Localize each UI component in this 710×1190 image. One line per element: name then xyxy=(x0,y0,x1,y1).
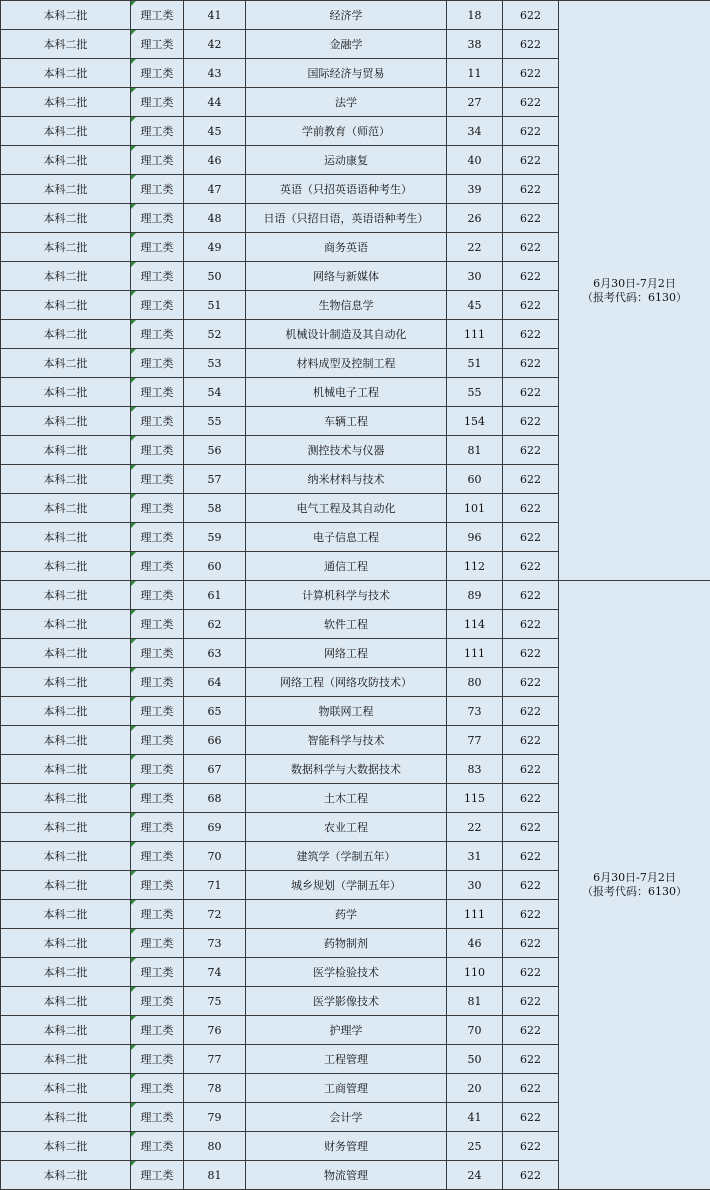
score-cell: 622 xyxy=(503,1132,559,1161)
score-cell: 622 xyxy=(503,407,559,436)
score-cell: 622 xyxy=(503,552,559,581)
major-cell: 软件工程 xyxy=(246,610,447,639)
score-cell: 622 xyxy=(503,871,559,900)
table-row xyxy=(1,581,710,610)
batch-cell: 本科二批 xyxy=(1,378,131,407)
code-cell: 66 xyxy=(184,726,246,755)
category-cell: 理工类 xyxy=(131,88,184,117)
quota-cell: 38 xyxy=(447,30,503,59)
batch-cell: 本科二批 xyxy=(1,117,131,146)
category-cell: 理工类 xyxy=(131,987,184,1016)
category-cell: 理工类 xyxy=(131,726,184,755)
major-cell: 纳米材料与技术 xyxy=(246,465,447,494)
category-cell: 理工类 xyxy=(131,1,184,30)
major-cell: 数据科学与大数据技术 xyxy=(246,755,447,784)
major-cell: 机械设计制造及其自动化 xyxy=(246,320,447,349)
score-cell: 622 xyxy=(503,465,559,494)
batch-cell: 本科二批 xyxy=(1,436,131,465)
score-cell: 622 xyxy=(503,1045,559,1074)
category-cell: 理工类 xyxy=(131,465,184,494)
quota-cell: 27 xyxy=(447,88,503,117)
score-cell: 622 xyxy=(503,958,559,987)
quota-cell: 81 xyxy=(447,436,503,465)
quota-cell: 115 xyxy=(447,784,503,813)
batch-cell: 本科二批 xyxy=(1,262,131,291)
category-cell: 理工类 xyxy=(131,668,184,697)
score-cell: 622 xyxy=(503,581,559,610)
batch-cell: 本科二批 xyxy=(1,1045,131,1074)
batch-cell: 本科二批 xyxy=(1,668,131,697)
major-cell: 土木工程 xyxy=(246,784,447,813)
code-cell: 47 xyxy=(184,175,246,204)
major-cell: 生物信息学 xyxy=(246,291,447,320)
category-cell: 理工类 xyxy=(131,320,184,349)
category-cell: 理工类 xyxy=(131,523,184,552)
score-cell: 622 xyxy=(503,117,559,146)
quota-cell: 96 xyxy=(447,523,503,552)
major-cell: 网络工程（网络攻防技术） xyxy=(246,668,447,697)
code-cell: 80 xyxy=(184,1132,246,1161)
table-row xyxy=(1,1,710,30)
category-cell: 理工类 xyxy=(131,436,184,465)
quota-cell: 80 xyxy=(447,668,503,697)
category-cell: 理工类 xyxy=(131,813,184,842)
code-cell: 68 xyxy=(184,784,246,813)
category-cell: 理工类 xyxy=(131,1132,184,1161)
batch-cell: 本科二批 xyxy=(1,30,131,59)
quota-cell: 26 xyxy=(447,204,503,233)
major-cell: 农业工程 xyxy=(246,813,447,842)
batch-cell: 本科二批 xyxy=(1,291,131,320)
batch-cell: 本科二批 xyxy=(1,871,131,900)
major-cell: 法学 xyxy=(246,88,447,117)
code-cell: 56 xyxy=(184,436,246,465)
batch-cell: 本科二批 xyxy=(1,1016,131,1045)
batch-cell: 本科二批 xyxy=(1,610,131,639)
quota-cell: 110 xyxy=(447,958,503,987)
quota-cell: 25 xyxy=(447,1132,503,1161)
code-cell: 42 xyxy=(184,30,246,59)
major-cell: 网络与新媒体 xyxy=(246,262,447,291)
batch-cell: 本科二批 xyxy=(1,987,131,1016)
code-cell: 72 xyxy=(184,900,246,929)
score-cell: 622 xyxy=(503,1161,559,1190)
batch-cell: 本科二批 xyxy=(1,465,131,494)
batch-cell: 本科二批 xyxy=(1,1161,131,1190)
batch-cell: 本科二批 xyxy=(1,204,131,233)
category-cell: 理工类 xyxy=(131,117,184,146)
quota-cell: 114 xyxy=(447,610,503,639)
score-cell: 622 xyxy=(503,59,559,88)
category-cell: 理工类 xyxy=(131,494,184,523)
batch-cell: 本科二批 xyxy=(1,407,131,436)
batch-cell: 本科二批 xyxy=(1,639,131,668)
score-cell: 622 xyxy=(503,668,559,697)
code-cell: 48 xyxy=(184,204,246,233)
quota-cell: 24 xyxy=(447,1161,503,1190)
code-cell: 55 xyxy=(184,407,246,436)
quota-cell: 20 xyxy=(447,1074,503,1103)
major-cell: 通信工程 xyxy=(246,552,447,581)
score-cell: 622 xyxy=(503,175,559,204)
quota-cell: 55 xyxy=(447,378,503,407)
major-cell: 学前教育（师范） xyxy=(246,117,447,146)
quota-cell: 83 xyxy=(447,755,503,784)
batch-cell: 本科二批 xyxy=(1,958,131,987)
score-cell: 622 xyxy=(503,436,559,465)
score-cell: 622 xyxy=(503,523,559,552)
code-cell: 73 xyxy=(184,929,246,958)
code-cell: 52 xyxy=(184,320,246,349)
major-cell: 医学检验技术 xyxy=(246,958,447,987)
quota-cell: 81 xyxy=(447,987,503,1016)
code-cell: 59 xyxy=(184,523,246,552)
code-cell: 79 xyxy=(184,1103,246,1132)
major-cell: 网络工程 xyxy=(246,639,447,668)
major-cell: 商务英语 xyxy=(246,233,447,262)
category-cell: 理工类 xyxy=(131,1045,184,1074)
batch-cell: 本科二批 xyxy=(1,842,131,871)
score-cell: 622 xyxy=(503,610,559,639)
major-cell: 工商管理 xyxy=(246,1074,447,1103)
batch-cell: 本科二批 xyxy=(1,349,131,378)
score-cell: 622 xyxy=(503,755,559,784)
category-cell: 理工类 xyxy=(131,697,184,726)
category-cell: 理工类 xyxy=(131,146,184,175)
code-cell: 71 xyxy=(184,871,246,900)
major-cell: 电气工程及其自动化 xyxy=(246,494,447,523)
batch-cell: 本科二批 xyxy=(1,784,131,813)
score-cell: 622 xyxy=(503,146,559,175)
category-cell: 理工类 xyxy=(131,900,184,929)
batch-cell: 本科二批 xyxy=(1,175,131,204)
quota-cell: 45 xyxy=(447,291,503,320)
score-cell: 622 xyxy=(503,88,559,117)
score-cell: 622 xyxy=(503,204,559,233)
registration-date: 6月30日-7月2日 xyxy=(593,276,676,290)
category-cell: 理工类 xyxy=(131,291,184,320)
code-cell: 67 xyxy=(184,755,246,784)
category-cell: 理工类 xyxy=(131,1161,184,1190)
score-cell: 622 xyxy=(503,262,559,291)
code-cell: 50 xyxy=(184,262,246,291)
batch-cell: 本科二批 xyxy=(1,1,131,30)
quota-cell: 77 xyxy=(447,726,503,755)
registration-code: （报考代码：6130） xyxy=(582,290,687,304)
code-cell: 81 xyxy=(184,1161,246,1190)
major-cell: 工程管理 xyxy=(246,1045,447,1074)
score-cell: 622 xyxy=(503,378,559,407)
code-cell: 41 xyxy=(184,1,246,30)
code-cell: 54 xyxy=(184,378,246,407)
batch-cell: 本科二批 xyxy=(1,581,131,610)
category-cell: 理工类 xyxy=(131,378,184,407)
code-cell: 61 xyxy=(184,581,246,610)
batch-cell: 本科二批 xyxy=(1,1132,131,1161)
batch-cell: 本科二批 xyxy=(1,233,131,262)
code-cell: 69 xyxy=(184,813,246,842)
code-cell: 60 xyxy=(184,552,246,581)
code-cell: 58 xyxy=(184,494,246,523)
major-cell: 经济学 xyxy=(246,1,447,30)
major-cell: 护理学 xyxy=(246,1016,447,1045)
category-cell: 理工类 xyxy=(131,407,184,436)
batch-cell: 本科二批 xyxy=(1,929,131,958)
registration-code: （报考代码：6130） xyxy=(582,885,687,898)
major-cell: 药物制剂 xyxy=(246,929,447,958)
major-cell: 机械电子工程 xyxy=(246,378,447,407)
quota-cell: 31 xyxy=(447,842,503,871)
category-cell: 理工类 xyxy=(131,929,184,958)
batch-cell: 本科二批 xyxy=(1,726,131,755)
category-cell: 理工类 xyxy=(131,755,184,784)
code-cell: 62 xyxy=(184,610,246,639)
quota-cell: 60 xyxy=(447,465,503,494)
major-cell: 测控技术与仪器 xyxy=(246,436,447,465)
code-cell: 74 xyxy=(184,958,246,987)
category-cell: 理工类 xyxy=(131,349,184,378)
code-cell: 57 xyxy=(184,465,246,494)
score-cell: 622 xyxy=(503,1074,559,1103)
code-cell: 46 xyxy=(184,146,246,175)
quota-cell: 46 xyxy=(447,929,503,958)
code-cell: 43 xyxy=(184,59,246,88)
score-cell: 622 xyxy=(503,1103,559,1132)
code-cell: 63 xyxy=(184,639,246,668)
major-cell: 计算机科学与技术 xyxy=(246,581,447,610)
batch-cell: 本科二批 xyxy=(1,552,131,581)
code-cell: 53 xyxy=(184,349,246,378)
category-cell: 理工类 xyxy=(131,610,184,639)
category-cell: 理工类 xyxy=(131,30,184,59)
category-cell: 理工类 xyxy=(131,262,184,291)
major-cell: 物流管理 xyxy=(246,1161,447,1190)
score-cell: 622 xyxy=(503,900,559,929)
code-cell: 75 xyxy=(184,987,246,1016)
category-cell: 理工类 xyxy=(131,59,184,88)
quota-cell: 73 xyxy=(447,697,503,726)
score-cell: 622 xyxy=(503,784,559,813)
score-cell: 622 xyxy=(503,813,559,842)
quota-cell: 39 xyxy=(447,175,503,204)
quota-cell: 89 xyxy=(447,581,503,610)
code-cell: 49 xyxy=(184,233,246,262)
quota-cell: 111 xyxy=(447,639,503,668)
batch-cell: 本科二批 xyxy=(1,697,131,726)
major-cell: 建筑学（学制五年） xyxy=(246,842,447,871)
table-body xyxy=(1,1,710,1190)
quota-cell: 154 xyxy=(447,407,503,436)
major-cell: 运动康复 xyxy=(246,146,447,175)
score-cell: 622 xyxy=(503,494,559,523)
code-cell: 44 xyxy=(184,88,246,117)
score-cell: 622 xyxy=(503,291,559,320)
score-cell: 622 xyxy=(503,349,559,378)
major-cell: 日语（只招日语，英语语种考生） xyxy=(246,204,447,233)
quota-cell: 111 xyxy=(447,900,503,929)
quota-cell: 22 xyxy=(447,233,503,262)
quota-cell: 18 xyxy=(447,1,503,30)
quota-cell: 34 xyxy=(447,117,503,146)
batch-cell: 本科二批 xyxy=(1,900,131,929)
quota-cell: 40 xyxy=(447,146,503,175)
category-cell: 理工类 xyxy=(131,581,184,610)
score-cell: 622 xyxy=(503,987,559,1016)
batch-cell: 本科二批 xyxy=(1,813,131,842)
major-cell: 金融学 xyxy=(246,30,447,59)
score-cell: 622 xyxy=(503,1,559,30)
major-cell: 医学影像技术 xyxy=(246,987,447,1016)
category-cell: 理工类 xyxy=(131,175,184,204)
batch-cell: 本科二批 xyxy=(1,755,131,784)
score-cell: 622 xyxy=(503,697,559,726)
quota-cell: 22 xyxy=(447,813,503,842)
score-cell: 622 xyxy=(503,639,559,668)
quota-cell: 101 xyxy=(447,494,503,523)
category-cell: 理工类 xyxy=(131,1103,184,1132)
code-cell: 45 xyxy=(184,117,246,146)
quota-cell: 112 xyxy=(447,552,503,581)
quota-cell: 30 xyxy=(447,871,503,900)
category-cell: 理工类 xyxy=(131,871,184,900)
major-cell: 材料成型及控制工程 xyxy=(246,349,447,378)
code-cell: 70 xyxy=(184,842,246,871)
code-cell: 64 xyxy=(184,668,246,697)
score-cell: 622 xyxy=(503,320,559,349)
category-cell: 理工类 xyxy=(131,842,184,871)
registration-note xyxy=(559,581,710,1190)
score-cell: 622 xyxy=(503,30,559,59)
batch-cell: 本科二批 xyxy=(1,1103,131,1132)
major-cell: 财务管理 xyxy=(246,1132,447,1161)
category-cell: 理工类 xyxy=(131,233,184,262)
quota-cell: 51 xyxy=(447,349,503,378)
major-cell: 智能科学与技术 xyxy=(246,726,447,755)
code-cell: 78 xyxy=(184,1074,246,1103)
quota-cell: 11 xyxy=(447,59,503,88)
quota-cell: 50 xyxy=(447,1045,503,1074)
category-cell: 理工类 xyxy=(131,958,184,987)
batch-cell: 本科二批 xyxy=(1,523,131,552)
batch-cell: 本科二批 xyxy=(1,88,131,117)
category-cell: 理工类 xyxy=(131,1074,184,1103)
major-cell: 国际经济与贸易 xyxy=(246,59,447,88)
score-cell: 622 xyxy=(503,233,559,262)
category-cell: 理工类 xyxy=(131,204,184,233)
score-cell: 622 xyxy=(503,726,559,755)
registration-note xyxy=(559,1,710,581)
major-cell: 电子信息工程 xyxy=(246,523,447,552)
category-cell: 理工类 xyxy=(131,552,184,581)
major-cell: 物联网工程 xyxy=(246,697,447,726)
code-cell: 51 xyxy=(184,291,246,320)
code-cell: 77 xyxy=(184,1045,246,1074)
major-cell: 药学 xyxy=(246,900,447,929)
quota-cell: 70 xyxy=(447,1016,503,1045)
category-cell: 理工类 xyxy=(131,1016,184,1045)
major-cell: 城乡规划（学制五年） xyxy=(246,871,447,900)
category-cell: 理工类 xyxy=(131,784,184,813)
category-cell: 理工类 xyxy=(131,639,184,668)
quota-cell: 41 xyxy=(447,1103,503,1132)
major-cell: 会计学 xyxy=(246,1103,447,1132)
score-cell: 622 xyxy=(503,842,559,871)
quota-cell: 111 xyxy=(447,320,503,349)
batch-cell: 本科二批 xyxy=(1,494,131,523)
batch-cell: 本科二批 xyxy=(1,1074,131,1103)
batch-cell: 本科二批 xyxy=(1,59,131,88)
score-cell: 622 xyxy=(503,929,559,958)
batch-cell: 本科二批 xyxy=(1,320,131,349)
major-cell: 车辆工程 xyxy=(246,407,447,436)
registration-date: 6月30日-7月2日 xyxy=(593,871,676,884)
code-cell: 76 xyxy=(184,1016,246,1045)
score-cell: 622 xyxy=(503,1016,559,1045)
code-cell: 65 xyxy=(184,697,246,726)
quota-cell: 30 xyxy=(447,262,503,291)
batch-cell: 本科二批 xyxy=(1,146,131,175)
major-cell: 英语（只招英语语种考生） xyxy=(246,175,447,204)
